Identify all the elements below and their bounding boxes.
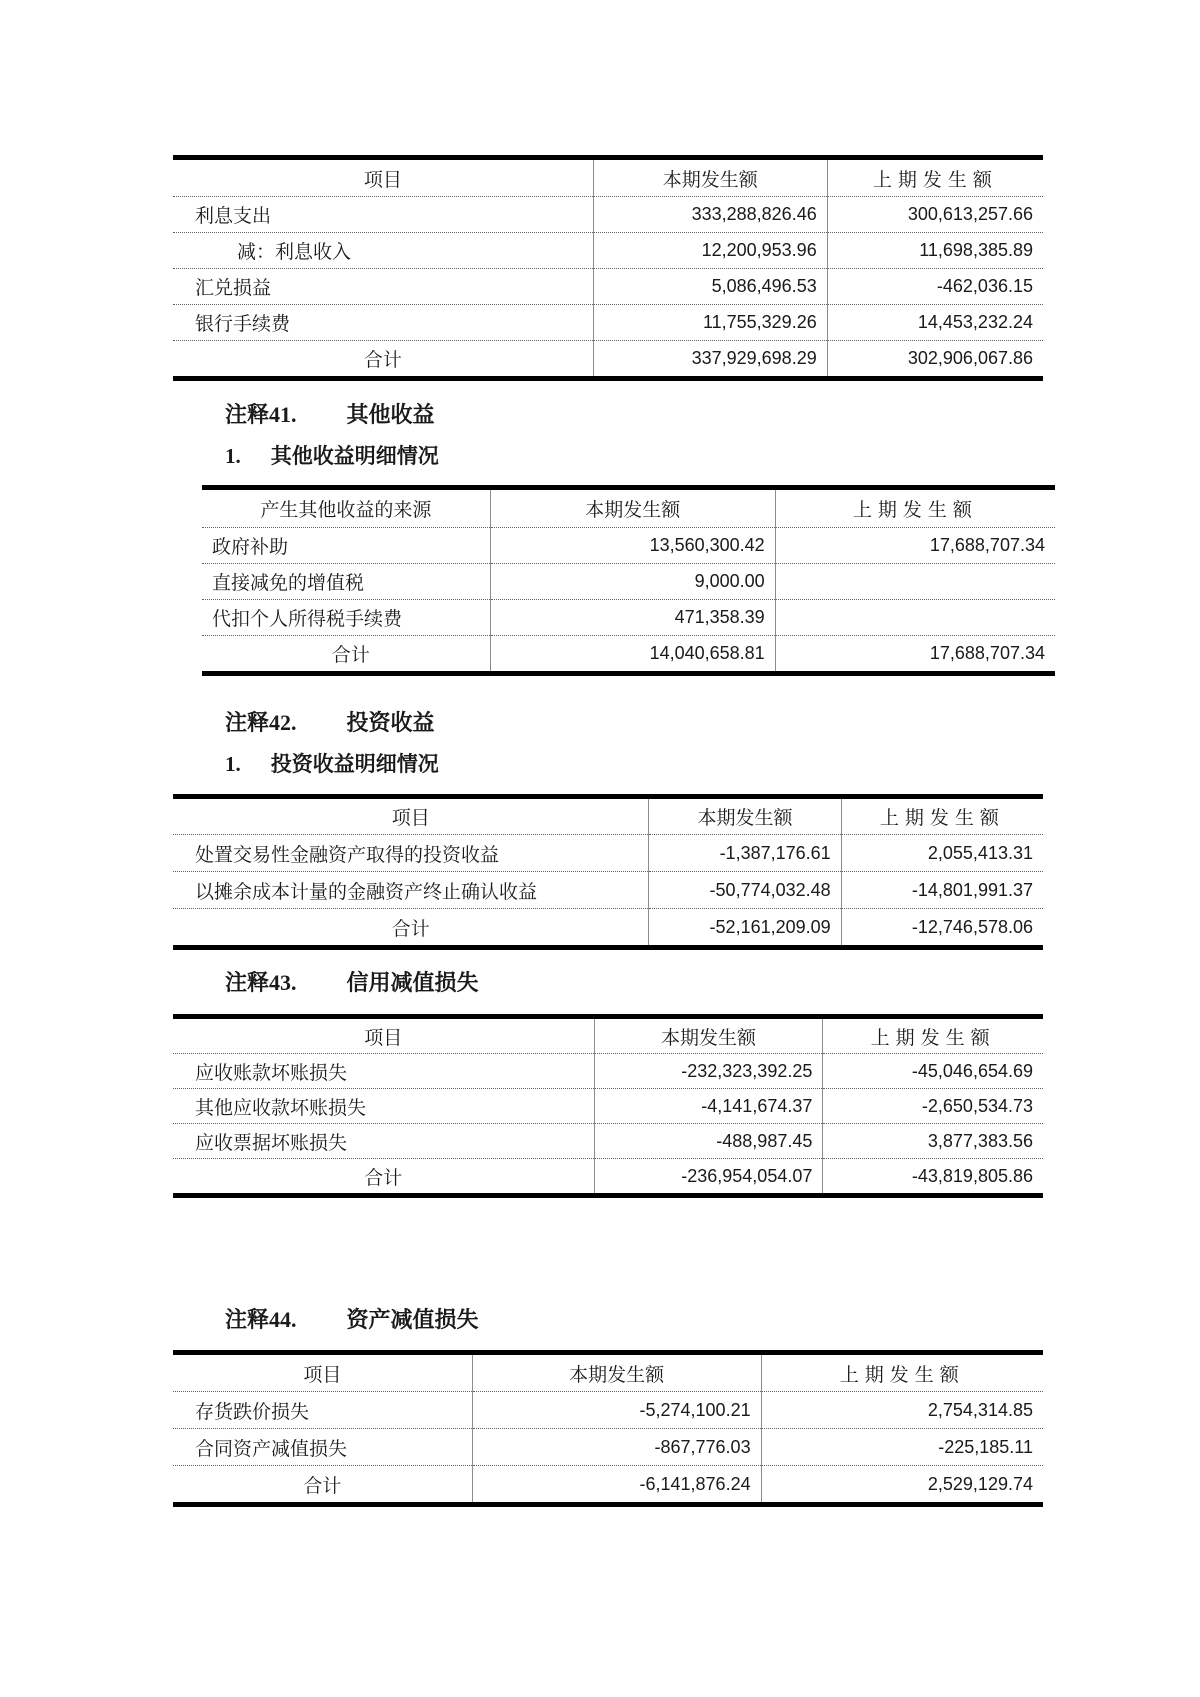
prior-period-amount: 2,055,413.31 xyxy=(841,835,1043,872)
current-period-amount: -5,274,100.21 xyxy=(472,1392,761,1429)
finance-expense-table xyxy=(173,155,1043,381)
note-44-heading xyxy=(225,1307,479,1333)
prior-period-total: -43,819,805.86 xyxy=(823,1159,1043,1196)
table-row xyxy=(173,1054,1043,1089)
total-row xyxy=(173,909,1043,948)
current-period-amount: -867,776.03 xyxy=(472,1429,761,1466)
row-item-label: 合同资产减值损失 xyxy=(173,1429,472,1466)
row-item-label: 存货跌价损失 xyxy=(173,1392,472,1429)
table-row xyxy=(173,872,1043,909)
prior-period-amount xyxy=(775,600,1055,636)
table-row xyxy=(173,1089,1043,1124)
total-label: 合计 xyxy=(364,1167,403,1189)
total-row xyxy=(173,1159,1043,1196)
total-row xyxy=(173,341,1043,379)
table-header-row xyxy=(173,158,1043,197)
table-row xyxy=(202,564,1055,600)
row-item-label: 处置交易性金融资产取得的投资收益 xyxy=(173,835,649,872)
row-item-label: 减：利息收入 xyxy=(173,233,593,269)
row-item-label: 汇兑损益 xyxy=(173,269,593,305)
column-header-current: 本期发生额 xyxy=(649,797,841,835)
note-42-heading xyxy=(225,710,435,736)
table-header-row xyxy=(173,1017,1043,1054)
row-item-label: 应收票据坏账损失 xyxy=(173,1124,594,1159)
note-number: 注释44. xyxy=(225,1307,297,1332)
prior-period-amount: -45,046,654.69 xyxy=(823,1054,1043,1089)
prior-period-amount: -462,036.15 xyxy=(827,269,1043,305)
row-item-label: 其他应收款坏账损失 xyxy=(173,1089,594,1124)
prior-period-total: 302,906,067.86 xyxy=(827,341,1043,379)
current-period-amount: -488,987.45 xyxy=(594,1124,823,1159)
note-number: 注释41. xyxy=(225,402,297,427)
current-period-amount: -1,387,176.61 xyxy=(649,835,841,872)
column-header-item: 项目 xyxy=(173,797,649,835)
column-header-item: 项目 xyxy=(173,158,593,197)
table-row xyxy=(173,305,1043,341)
current-period-amount: 333,288,826.46 xyxy=(593,197,827,233)
table-row xyxy=(173,1429,1043,1466)
prior-period-amount: -2,650,534.73 xyxy=(823,1089,1043,1124)
current-period-amount: 9,000.00 xyxy=(490,564,775,600)
prior-period-amount xyxy=(775,564,1055,600)
table-header-row xyxy=(173,1353,1043,1392)
other-income-table xyxy=(202,485,1055,676)
table-row xyxy=(202,600,1055,636)
table-header-row xyxy=(173,797,1043,835)
column-header-prior: 上期发生额 xyxy=(823,1017,1043,1054)
row-item-label: 应收账款坏账损失 xyxy=(173,1054,594,1089)
table-row xyxy=(173,1124,1043,1159)
current-period-amount: -4,141,674.37 xyxy=(594,1089,823,1124)
current-period-total: -236,954,054.07 xyxy=(594,1159,823,1196)
row-item-label: 利息支出 xyxy=(173,197,593,233)
total-row xyxy=(173,1466,1043,1505)
table-header-row xyxy=(202,488,1055,528)
current-period-amount: 12,200,953.96 xyxy=(593,233,827,269)
row-item-label: 代扣个人所得税手续费 xyxy=(202,600,490,636)
note-number: 注释43. xyxy=(225,970,297,995)
current-period-amount: 11,755,329.26 xyxy=(593,305,827,341)
total-label: 合计 xyxy=(331,645,370,666)
prior-period-total: 2,529,129.74 xyxy=(761,1466,1043,1505)
prior-period-total: -12,746,578.06 xyxy=(841,909,1043,948)
row-item-label: 以摊余成本计量的金融资产终止确认收益 xyxy=(173,872,649,909)
prior-period-amount: 14,453,232.24 xyxy=(827,305,1043,341)
column-header-item: 产生其他收益的来源 xyxy=(202,488,490,528)
current-period-amount: 471,358.39 xyxy=(490,600,775,636)
note-number: 注释42. xyxy=(225,710,297,735)
note-41-subheading xyxy=(225,444,439,469)
current-period-total: 337,929,698.29 xyxy=(593,341,827,379)
prior-period-amount: -14,801,991.37 xyxy=(841,872,1043,909)
current-period-total: -6,141,876.24 xyxy=(472,1466,761,1505)
note-title: 信用减值损失 xyxy=(346,970,479,995)
total-label: 合计 xyxy=(303,1475,342,1497)
column-header-prior: 上期发生额 xyxy=(841,797,1043,835)
prior-period-amount: 300,613,257.66 xyxy=(827,197,1043,233)
row-item-label: 政府补助 xyxy=(202,528,490,564)
row-item-label: 直接减免的增值税 xyxy=(202,564,490,600)
table-row xyxy=(173,197,1043,233)
column-header-item: 项目 xyxy=(173,1017,594,1054)
table-row xyxy=(173,835,1043,872)
subitem-number: 1. xyxy=(225,752,241,776)
column-header-item: 项目 xyxy=(173,1353,472,1392)
table-row xyxy=(173,1392,1043,1429)
credit-impairment-table xyxy=(173,1014,1043,1198)
total-row xyxy=(202,636,1055,674)
total-label: 合计 xyxy=(363,350,402,371)
prior-period-total: 17,688,707.34 xyxy=(775,636,1055,674)
column-header-current: 本期发生额 xyxy=(594,1017,823,1054)
note-41-heading xyxy=(225,402,435,428)
subitem-title: 投资收益明细情况 xyxy=(270,752,439,776)
table-row xyxy=(173,233,1043,269)
row-item-label: 银行手续费 xyxy=(173,305,593,341)
note-title: 其他收益 xyxy=(346,402,435,427)
column-header-prior: 上期发生额 xyxy=(775,488,1055,528)
column-header-current: 本期发生额 xyxy=(593,158,827,197)
column-header-current: 本期发生额 xyxy=(490,488,775,528)
column-header-prior: 上期发生额 xyxy=(827,158,1043,197)
current-period-amount: -232,323,392.25 xyxy=(594,1054,823,1089)
subitem-number: 1. xyxy=(225,444,241,468)
prior-period-amount: 2,754,314.85 xyxy=(761,1392,1043,1429)
current-period-total: 14,040,658.81 xyxy=(490,636,775,674)
prior-period-amount: -225,185.11 xyxy=(761,1429,1043,1466)
current-period-amount: -50,774,032.48 xyxy=(649,872,841,909)
note-title: 资产减值损失 xyxy=(346,1307,479,1332)
column-header-prior: 上期发生额 xyxy=(761,1353,1043,1392)
total-label: 合计 xyxy=(391,918,430,940)
investment-income-table xyxy=(173,794,1043,950)
column-header-current: 本期发生额 xyxy=(472,1353,761,1392)
prior-period-amount: 17,688,707.34 xyxy=(775,528,1055,564)
asset-impairment-table xyxy=(173,1350,1043,1507)
note-42-subheading xyxy=(225,752,439,777)
prior-period-amount: 11,698,385.89 xyxy=(827,233,1043,269)
table-row xyxy=(173,269,1043,305)
note-title: 投资收益 xyxy=(346,710,435,735)
prior-period-amount: 3,877,383.56 xyxy=(823,1124,1043,1159)
table-row xyxy=(202,528,1055,564)
current-period-total: -52,161,209.09 xyxy=(649,909,841,948)
current-period-amount: 13,560,300.42 xyxy=(490,528,775,564)
current-period-amount: 5,086,496.53 xyxy=(593,269,827,305)
subitem-title: 其他收益明细情况 xyxy=(270,444,439,468)
note-43-heading xyxy=(225,970,479,996)
